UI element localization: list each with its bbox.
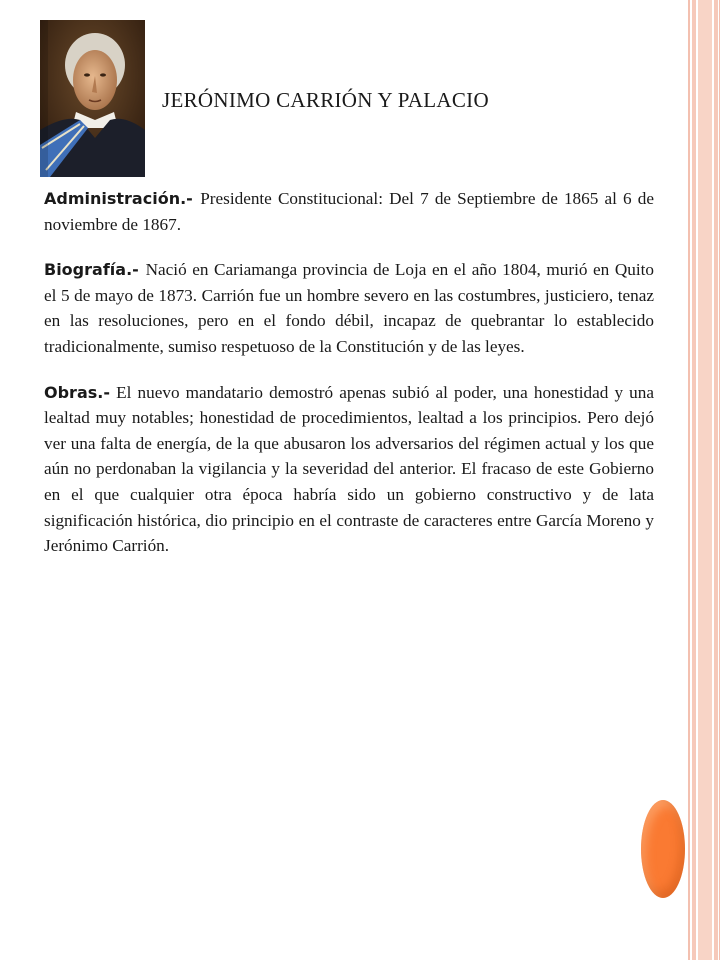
section-separator: .- xyxy=(180,189,201,208)
border-stripe xyxy=(688,0,690,960)
section-label: Administración xyxy=(44,189,181,208)
page-title: JERÓNIMO CARRIÓN Y PALACIO xyxy=(162,88,489,112)
portrait-image xyxy=(40,20,145,177)
section-text: El nuevo mandatario demostró apenas subió al poder, una honestidad y una lealtad muy notables; honestidad de procedimientos, lealtad a los principios. Pero dejó ver una falta de energía, de la que abusaron los adversarios del régimen actual y los que aún no perdonaban la vigilancia y la severidad del anterior. El fracaso de este Gobierno en el que cualquier otra época habría sido un gobierno constructivo y de lata significación histórica, dio principio en el contraste de caracteres entre García Moreno y Jerónimo Carrión. xyxy=(44,382,654,556)
border-stripe xyxy=(698,0,712,960)
section-text: Nació en Cariamanga provincia de Loja en el año 1804, murió en Quito el 5 de mayo de 1873. Carrión fue un hombre severo en las costumbres, justiciero, tenaz en las resoluciones, pero en el fondo débil, incapaz de quebrantar lo establecido tradicionalmente, sumiso respetuoso de la Constitución y de las leyes. xyxy=(44,260,654,356)
border-stripe xyxy=(692,0,696,960)
section-separator: .- xyxy=(126,260,146,280)
border-stripe xyxy=(714,0,718,960)
section-administracion xyxy=(44,186,654,237)
decorative-oval xyxy=(641,800,685,898)
section-biografia xyxy=(44,257,654,359)
decorative-border xyxy=(688,0,720,960)
section-label: Obras.- xyxy=(44,382,110,402)
section-label: Biografía xyxy=(44,260,127,280)
section-text: Presidente Constitucional: Del 7 de Septiembre de 1865 al 6 de noviembre de 1867. xyxy=(44,189,654,234)
section-obras xyxy=(44,380,654,559)
content-body xyxy=(44,186,654,579)
